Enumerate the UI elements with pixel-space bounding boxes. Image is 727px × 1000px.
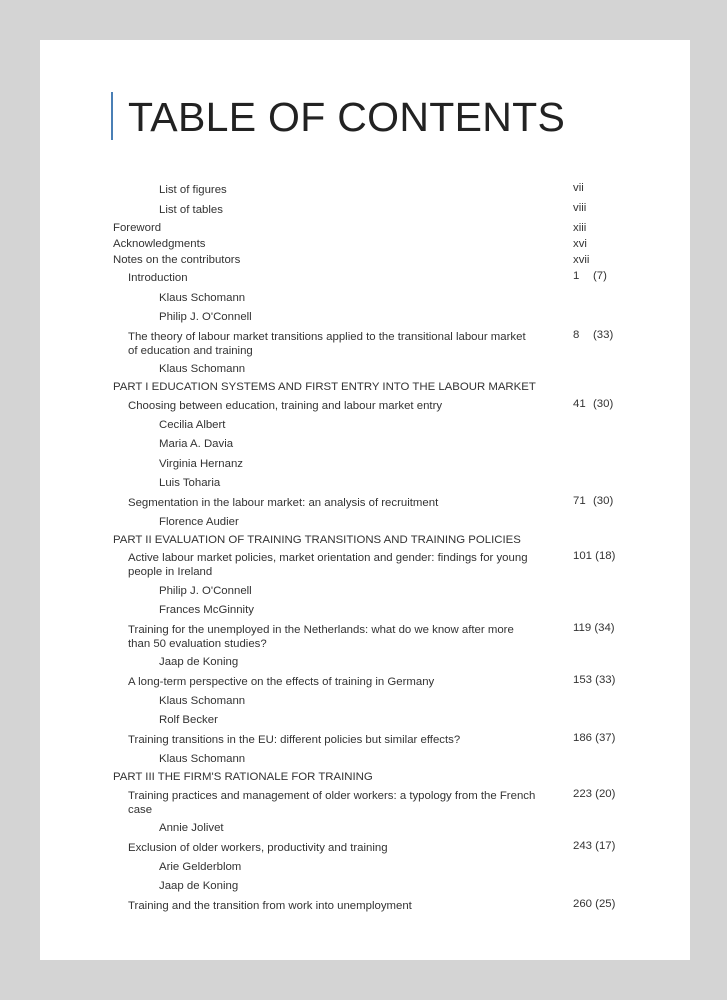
toc-entry-title: Active labour market policies, market orientation and gender: findings for young people in Ireland [128,552,528,578]
toc-entry-page: xvi [573,238,587,250]
toc-entry-page: 119 (34) [573,622,615,634]
toc-entry-title: Segmentation in the labour market: an analysis of recruitment [128,497,439,509]
toc-entry-author: Philip J. O'Connell [159,585,252,597]
page-title: TABLE OF CONTENTS [128,94,566,140]
toc-part-title: PART II EVALUATION OF TRAINING TRANSITIONS AND TRAINING POLICIES [113,534,521,546]
toc-entry-author: Klaus Schomann [159,292,246,304]
toc-entry-page: 260 (25) [573,898,616,910]
toc-entry-title: Notes on the contributors [113,254,241,266]
toc-entry-author: Florence Audier [159,516,239,528]
toc-entry-author: Klaus Schomann [159,363,246,375]
toc-entry-page: 153 (33) [573,674,616,686]
toc-entry-page-count: (30) [593,398,614,410]
toc-entry-page-count: (33) [593,329,614,341]
toc-entry-page: 8 [573,329,580,341]
toc-entry-author: Virginia Hernanz [159,458,244,470]
toc-part-title: PART III THE FIRM'S RATIONALE FOR TRAINING [113,771,373,783]
toc-entry-page: 41 [573,398,586,410]
toc-entry-author: Jaap de Koning [159,880,239,892]
toc-entry-author: Philip J. O'Connell [159,311,252,323]
toc-entry-author: Annie Jolivet [159,822,224,834]
toc-entry-title: Exclusion of older workers, productivity and training [128,842,388,854]
toc-entry-page: xvii [573,254,590,266]
toc-entry-page: viii [573,202,587,214]
document-page [40,40,690,960]
toc-part-title: PART I EDUCATION SYSTEMS AND FIRST ENTRY INTO THE LABOUR MARKET [113,381,536,393]
toc-entry-author: Jaap de Koning [159,656,239,668]
toc-entry-author: Frances McGinnity [159,604,254,616]
toc-entry-title: Introduction [128,272,188,284]
toc-entry-page: 71 [573,495,586,507]
toc-entry-page: vii [573,182,584,194]
toc-entry-title: The theory of labour market transitions applied to the transitional labour market of education and training [128,331,526,357]
toc-entry-page: xiii [573,222,587,234]
toc-entry-title: Foreword [113,222,162,234]
toc-entry-page: 223 (20) [573,788,616,800]
toc-entry-author: Maria A. Davia [159,438,234,450]
toc-entry-author: Rolf Becker [159,714,218,726]
toc-entry-page-count: (7) [593,270,607,282]
toc-entry-author: Klaus Schomann [159,753,246,765]
toc-entry-author: Luis Toharia [159,477,221,489]
toc-entry-title: Acknowledgments [113,238,206,250]
toc-entry-title: Training transitions in the EU: different policies but similar effects? [128,734,461,746]
toc-entry-title: A long-term perspective on the effects of training in Germany [128,676,435,688]
toc-entry-author: Cecilia Albert [159,419,226,431]
toc-entry-page: 243 (17) [573,840,616,852]
toc-entry-title: Training for the unemployed in the Netherlands: what do we know after more than 50 evaluation studies? [128,624,514,650]
toc-entry-author: Klaus Schomann [159,695,246,707]
toc-entry-title: List of figures [159,184,227,196]
toc-entry-page: 1 [573,270,580,282]
toc-entry-page: 186 (37) [573,732,616,744]
toc-entry-title: Training practices and management of older workers: a typology from the French case [128,790,536,816]
toc-entry-author: Arie Gelderblom [159,861,242,873]
toc-entry-title: Choosing between education, training and labour market entry [128,400,443,412]
toc-entry-page-count: (30) [593,495,614,507]
toc-entry-title: List of tables [159,204,223,216]
toc-entry-page: 101 (18) [573,550,616,562]
toc-entry-title: Training and the transition from work into unemployment [128,900,412,912]
title-accent-bar [111,92,113,140]
